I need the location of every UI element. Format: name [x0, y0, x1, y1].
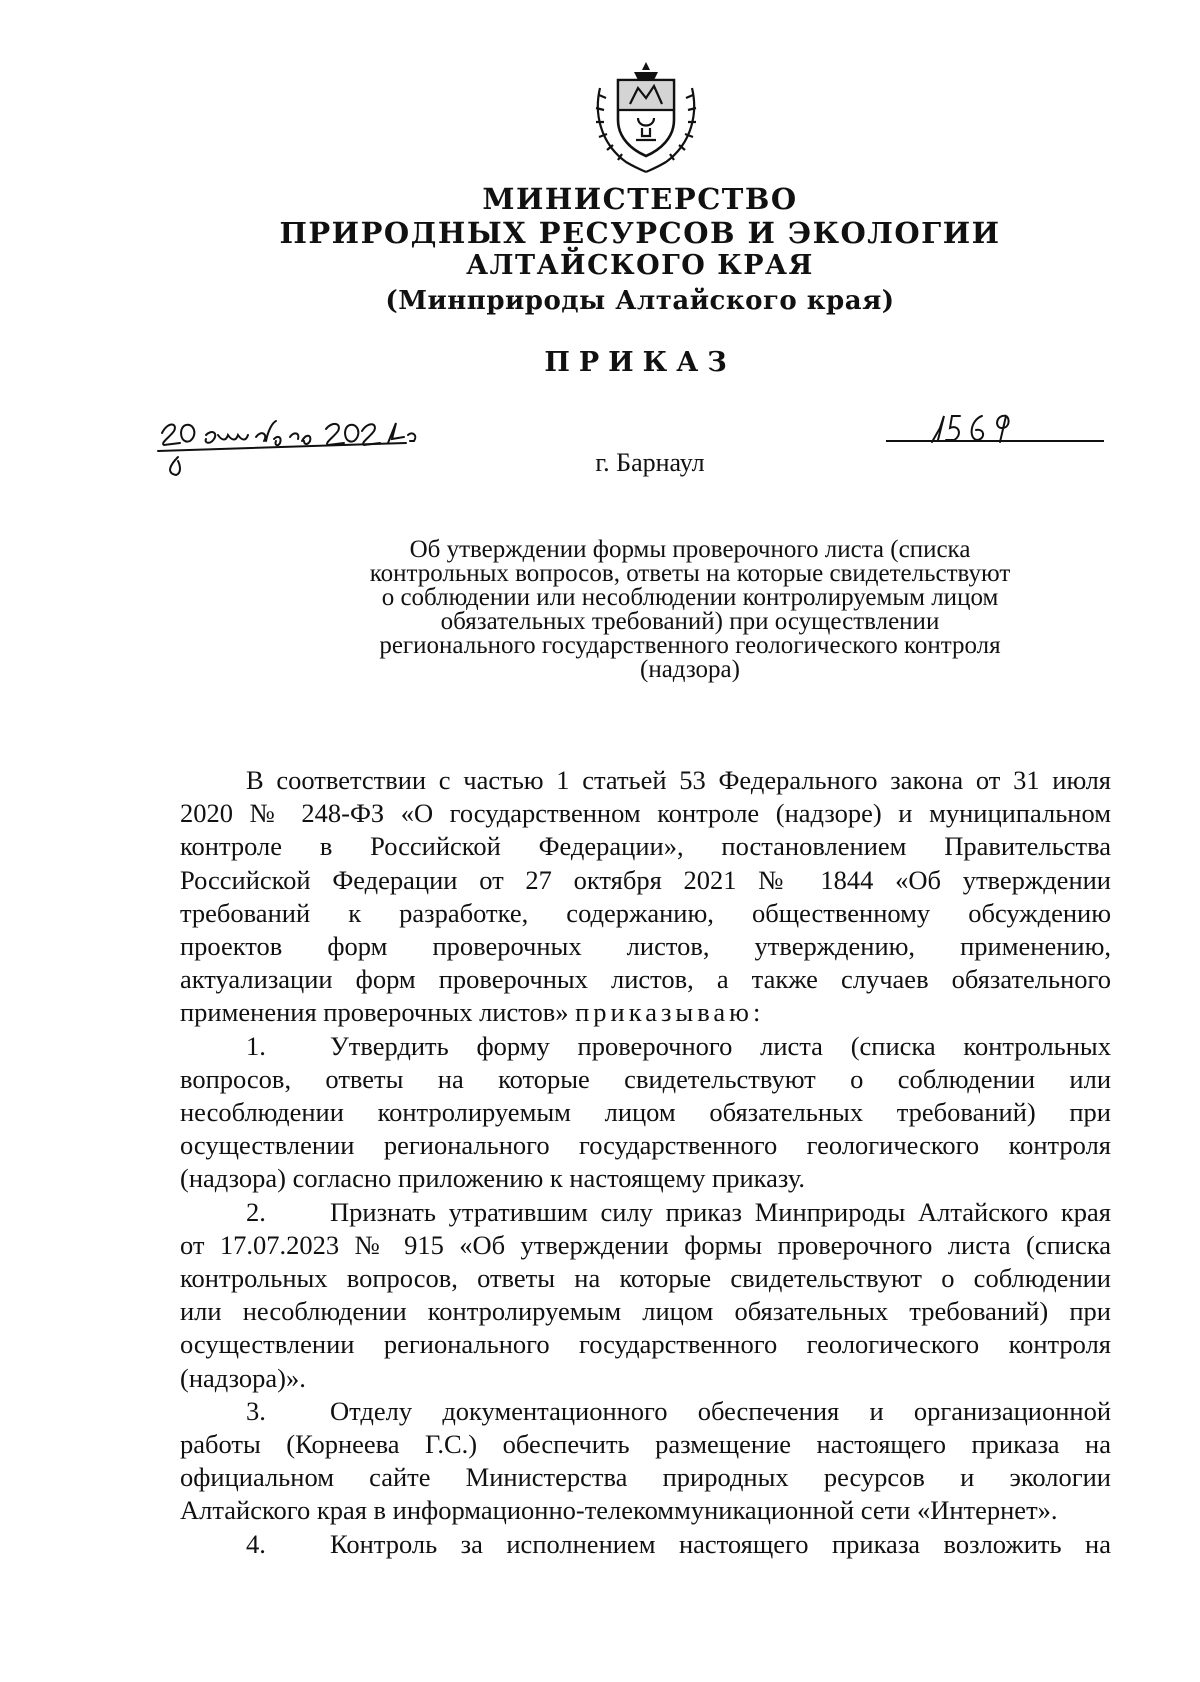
document-title-line: Об утверждении формы проверочного листа (списка — [409, 536, 971, 563]
body-line: В соответствии с частью 1 статьей 53 Федерального закона от 31 июля — [246, 765, 1111, 795]
item-number: 2. — [246, 1196, 266, 1227]
ministry-name-line-2: ПРИРОДНЫХ РЕСУРСОВ И ЭКОЛОГИИ — [279, 216, 1001, 250]
document-body — [180, 764, 1111, 1561]
body-line: контрольных вопросов, ответы на которые свидетельствуют о соблюдении — [180, 1263, 1111, 1294]
body-line: 2020 № 248-ФЗ «О государственном контроле (надзоре) и муниципальном — [180, 798, 1111, 829]
body-line: контроле в Российской Федерации», постановлением Правительства — [180, 831, 1111, 862]
document-title-line: (надзора) — [640, 656, 740, 683]
body-line: от 17.07.2023 № 915 «Об утверждении формы проверочного листа (списка — [180, 1229, 1111, 1260]
body-line: актуализации форм проверочных листов, а также случаев обязательного — [180, 964, 1111, 995]
item-first-line: 2. Признать утратившим силу приказ Минприроды Алтайского края — [180, 1196, 1111, 1229]
item-number: 1. — [246, 1030, 266, 1061]
city-name: г. Барнаул — [595, 448, 705, 477]
document-title-line: о соблюдении или несоблюдении контролируемым лицом — [381, 584, 999, 611]
item-first-line: 4. Контроль за исполнением настоящего приказа возложить на — [180, 1528, 1111, 1561]
body-line: вопросов, ответы на которые свидетельствуют о соблюдении или — [180, 1063, 1111, 1094]
body-line: (надзора)». — [180, 1362, 306, 1393]
body-line: официальном сайте Министерства природных ресурсов и экологии — [180, 1462, 1111, 1493]
ministry-name-line-3: АЛТАЙСКОГО КРАЯ — [466, 250, 814, 281]
body-line: проектов форм проверочных листов, утверждению, применению, — [180, 931, 1111, 962]
body-line: осуществлении регионального государственного геологического контроля — [180, 1130, 1111, 1161]
coat-of-arms-emblem-icon — [586, 58, 706, 176]
body-line: применения проверочных листов» приказываю: — [180, 997, 765, 1028]
item-number: 3. — [246, 1395, 266, 1426]
document-title-line: обязательных требований) при осуществлении — [440, 608, 940, 635]
body-line: несоблюдении контролируемым лицом обязательных требований) при — [180, 1097, 1111, 1128]
document-title-line: регионального государственного геологического контроля — [379, 632, 1001, 659]
body-line: (надзора) согласно приложению к настоящему приказу. — [180, 1163, 806, 1194]
ministry-short-name: (Минприроды Алтайского края) — [385, 286, 895, 316]
item-first-line: 1. Утвердить форму проверочного листа (списка контрольных — [180, 1030, 1111, 1063]
item-first-line: 3. Отделу документационного обеспечения и организационной — [180, 1395, 1111, 1428]
decree-keyword: приказываю: — [575, 997, 765, 1028]
document-title-line: контрольных вопросов, ответы на которые свидетельствуют — [369, 560, 1011, 587]
body-line: требований к разработке, содержанию, общественному обсуждению — [180, 897, 1111, 928]
handwritten-order-number — [926, 410, 1026, 446]
handwritten-date — [156, 413, 426, 479]
body-line: Российской Федерации от 27 октября 2021 № 1844 «Об утверждении — [180, 864, 1111, 895]
ministry-name-line-1: МИНИСТЕРСТВО — [482, 182, 798, 216]
document-type-heading: ПРИКАЗ — [544, 347, 736, 378]
body-line: работы (Корнеева Г.С.) обеспечить размещение настоящего приказа на — [180, 1429, 1111, 1460]
item-number: 4. — [246, 1528, 266, 1559]
body-line: Алтайского края в информационно-телекоммуникационной сети «Интернет». — [180, 1495, 1058, 1526]
document-title — [300, 538, 1080, 682]
body-line: или несоблюдении контролируемым лицом обязательных требований) при — [180, 1296, 1111, 1327]
body-line: осуществлении регионального государственного геологического контроля — [180, 1329, 1111, 1360]
